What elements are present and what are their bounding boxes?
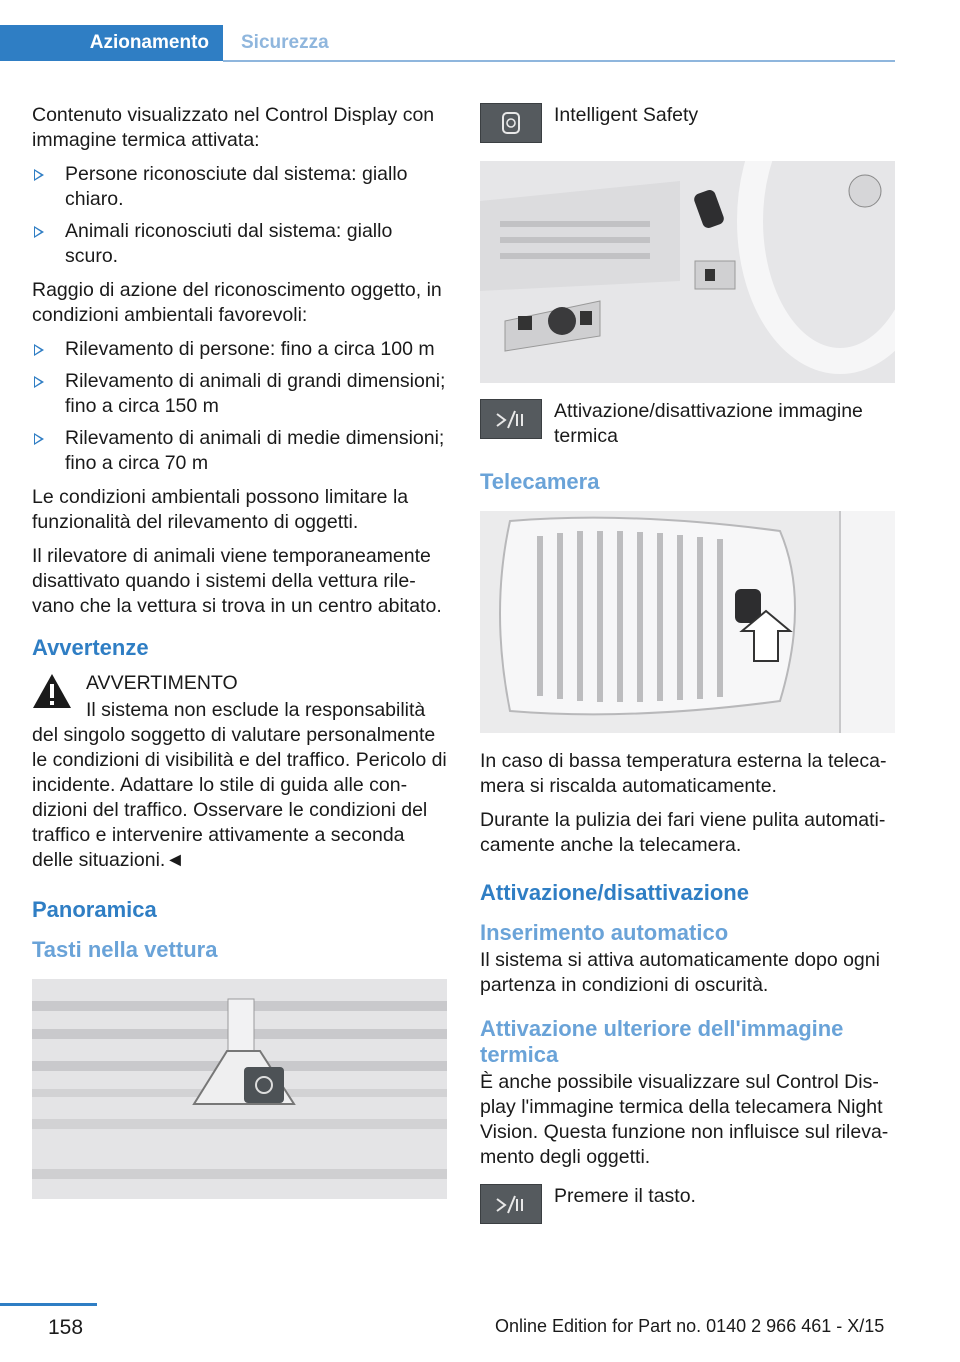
press-button-label: Premere il tasto. — [554, 1185, 696, 1207]
intelligent-safety-label: Intelligent Safety — [554, 104, 699, 126]
thermal-image-row — [480, 399, 898, 449]
triangle-bullet-icon — [34, 344, 44, 356]
list-item: Animali riconosciuti dal sistema: giallo scuro. — [32, 219, 450, 269]
further-activation-text: È anche possibile visualizzare sul Control Display l'immagine termica della telecamera Night Vision. Questa funzione non influisce sul rilevamento degli oggetti. — [480, 1071, 889, 1168]
conditions-text: Le condizioni ambientali possono limitare la funzionalità del rilevamento di oggetti. — [32, 486, 409, 533]
right-column — [480, 103, 898, 1242]
warning-triangle-icon — [32, 673, 72, 709]
warning-text: Il sistema non esclude la responsabilità del singolo soggetto di valutare personalmente le condizioni di visibilità e del traffico. Pericolo di incidente. Adattare lo stile di guida alle condizioni del traffico. Osservare le condizioni del traffico e intervenire attivamente a seconda delle situazioni.◄ — [32, 699, 447, 871]
heading-camera: Telecamera — [480, 469, 600, 494]
heading-buttons: Tasti nella vettura — [32, 937, 218, 962]
thermal-image-label: Attivazione/disattivazione immagine termica — [554, 400, 863, 447]
dashboard-buttons-photo — [480, 161, 895, 383]
triangle-bullet-icon — [34, 376, 44, 388]
intelligent-safety-row — [480, 103, 898, 147]
triangle-bullet-icon — [34, 226, 44, 238]
kidney-grille-illustration — [480, 511, 895, 733]
list-item: Persone riconosciute dal sistema: giallo chiaro. — [32, 162, 450, 212]
camera-heating-text: In caso di bassa temperatura esterna la telecamera si riscalda automaticamente. — [480, 750, 887, 797]
press-button-row — [480, 1184, 898, 1228]
animal-detector-text: Il rilevatore di animali viene temporaneamente disattivato quando i sistemi della vettura rilevano che la vettura si trova in un centro abitato. — [32, 545, 442, 617]
heading-activation: Attivazione/disattivazione — [480, 880, 749, 905]
grille-button-illustration — [32, 979, 447, 1199]
footer-accent-line — [0, 1303, 97, 1306]
thermal-image-button-icon — [480, 399, 542, 439]
heading-automatic: Inserimento automatico — [480, 920, 729, 945]
list-item: Rilevamento di persone: fino a circa 100 m — [32, 337, 450, 362]
intelligent-safety-button-icon — [480, 103, 542, 143]
range-intro-text: Raggio di azione del riconoscimento oggetto, in condizioni ambientali favorevoli: — [32, 279, 442, 326]
range-list — [32, 337, 450, 476]
triangle-bullet-icon — [34, 433, 44, 445]
warning-title: AVVERTIMENTO — [86, 672, 238, 694]
heading-overview: Panoramica — [32, 897, 157, 922]
heading-further-activation: Attivazione ulteriore dell'immagine termica — [480, 1016, 844, 1067]
grille-button-photo — [32, 979, 447, 1199]
tab-azionamento[interactable]: Azionamento — [0, 25, 223, 61]
dashboard-illustration — [480, 161, 895, 383]
heading-warnings: Avvertenze — [32, 635, 149, 660]
edition-note: Online Edition for Part no. 0140 2 966 461 - X/15 — [495, 1316, 885, 1336]
left-column — [32, 103, 450, 1199]
triangle-bullet-icon — [34, 169, 44, 181]
detection-colors-list — [32, 162, 450, 269]
tab-sicurezza[interactable]: Sicurezza — [241, 32, 329, 53]
camera-grille-photo — [480, 511, 895, 733]
automatic-text: Il sistema si attiva automaticamente dopo ogni partenza in condizioni di oscurità. — [480, 949, 880, 996]
intro-text: Contenuto visualizzato nel Control Display con immagine termica attivata: — [32, 104, 435, 151]
thermal-image-button-icon — [480, 1184, 542, 1224]
list-item: Rilevamento di animali di grandi dimensioni; fino a circa 150 m — [32, 369, 450, 419]
camera-cleaning-text: Durante la pulizia dei fari viene pulita automaticamente anche la telecamera. — [480, 809, 886, 856]
tab-underline — [223, 60, 895, 62]
list-item: Rilevamento di animali di medie dimensioni; fino a circa 70 m — [32, 426, 450, 476]
chapter-tabs — [0, 25, 895, 61]
page-number: 158 — [48, 1316, 84, 1339]
warning-block — [32, 671, 450, 696]
